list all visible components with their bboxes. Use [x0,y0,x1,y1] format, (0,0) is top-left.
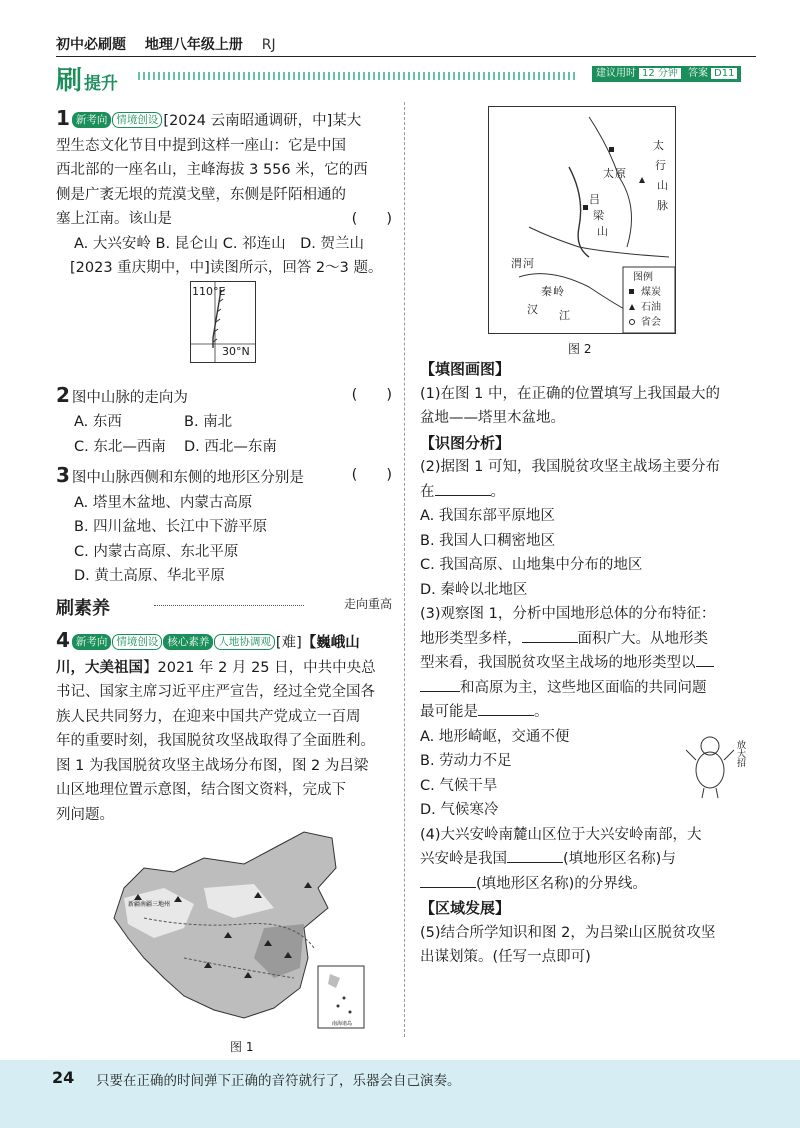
svg-text:新疆南疆三地州: 新疆南疆三地州 [128,901,171,908]
svg-text:煤炭: 煤炭 [641,287,661,298]
answer-ref: 答案 D11 [684,66,741,82]
edition: RJ [261,37,276,53]
figure-1-china-map [104,828,386,1032]
svg-text:太: 太 [653,139,664,152]
dotted-rule [138,72,578,80]
answer-blank[interactable] [435,481,491,496]
svg-text:汉: 汉 [527,303,538,316]
section-title: 刷提升 [56,66,119,96]
section-band [56,60,746,96]
book-series: 初中必刷题 [56,37,126,53]
answer-paren[interactable]: ( ) [351,386,392,403]
answer-blank[interactable] [522,628,578,643]
page-header [56,34,756,57]
svg-text:原: 原 [615,167,626,180]
mascot-illustration [680,720,760,800]
column-divider [404,102,405,1037]
page-number: 24 [52,1068,75,1087]
svg-text:放大招: 放大招 [735,740,745,767]
svg-text:山: 山 [657,179,668,192]
question-4: 4 新考向 情境创设 核心素养 人地协调观 [难]【巍峨山 川，大美祖国】2021 年 2 月 25 日，中共中央总 书记、国家主席习近平庄严宣告，经过全党全国各 族人民共同努力，在迎来中国共产党成立一百周 年的重要时刻，我国脱贫攻坚战取得了全面胜利。 图 1 为我国脱贫攻坚主战场分布图，图 2 为吕梁 山区地理位置示意图，结合图文资料，完成下 列问题。 [56,628,376,823]
figure-1-caption: 图 1 [230,1040,254,1054]
svg-text:吕: 吕 [589,193,600,206]
svg-text:梁: 梁 [593,209,604,222]
svg-text:石油: 石油 [641,302,661,313]
answer-blank[interactable] [478,701,534,716]
svg-text:山: 山 [597,225,608,238]
answer-paren[interactable]: ( ) [351,467,392,483]
literacy-section-header: 刷素养 走向重高 [56,597,392,619]
q1-options[interactable]: A. 大兴安岭 B. 昆仑山 C. 祁连山 D. 贺兰山 [74,235,364,252]
answer-blank[interactable] [420,873,476,888]
lat-label: 30°N [222,345,250,358]
svg-text:省会: 省会 [641,317,661,328]
footer-motto: 只要在正确的时间弹下正确的音符就行了，乐器会自己演奏。 [96,1073,461,1089]
question-3: 3 图中山脉西侧和东侧的地形区分别是 ( ) A. 塔里木盆地、内蒙古高原 B. 四川盆地、长江中下游平原 C. 内蒙古高原、东北平原 D. 黄土高原、华北平原 [56,463,392,584]
svg-text:脉: 脉 [657,199,668,212]
svg-text:南海诸岛: 南海诸岛 [332,1021,353,1027]
figure-2-lvliang-map [488,106,676,334]
svg-text:岭: 岭 [553,285,564,298]
lon-label: 110°E [192,285,226,298]
book-title: 地理八年级上册 [144,37,243,53]
answer-blank[interactable] [420,677,460,692]
suggested-time: 建议用时 12 分钟 [592,66,685,82]
svg-text:渭: 渭 [511,257,522,270]
page-footer [0,1060,800,1128]
question-2: 2 图中山脉的走向为 ( ) A. 东西 B. 南北 C. 东北—西南 D. 西北—东南 [56,382,392,455]
q2-3-intro: [2023 重庆期中，中]读图所示，回答 2～3 题。 [70,260,383,276]
svg-text:江: 江 [559,309,570,322]
svg-text:行: 行 [655,159,666,172]
svg-text:河: 河 [523,257,534,270]
svg-text:图例: 图例 [633,272,653,283]
right-column: 【填图画图】 (1)在图 1 中，在正确的位置填写上我国最大的 盆地——塔里木盆地。 【识图分析】 (2)据图 1 可知，我国脱贫攻坚主战场主要分布 在 。 A. 我国东部平原地区 B. 我国人口稠密地区 C. 我国高原、山地集中分布的地区 D. 秦岭以北地区 (3)观察图 1，分析中国地形总体的分布特征： 地形类型多样， 面积广大。从地形类 型来看，我国脱贫攻坚主战场的地形类型以 和高原为主，这些地区面临的共同问题 最可能是 。 A. 地形崎岖，交通不便 B. 劳动力不足 C. 气候干旱 D. 气候寒冷 (4)大兴安岭南麓山区位于大兴安岭南部，大 兴安岭是我国 (填地形区名称)与 (填地形区名称)的分界线。 【区域发展】 (5)结合所学知识和图 2，为吕梁山区脱贫攻坚 出谋划策。(任写一点即可) [420,360,720,965]
answer-blank[interactable] [507,848,563,863]
question-1: 1 新考向 情境创设 [2024 云南昭通调研，中]某大 型生态文化节目中提到这样一座山：它是中国 西北部的一座名山，主峰海拔 3 556 米，它的西 侧是广袤无垠的荒漠戈壁，东侧是阡陌相通的 塞上江南。该山是 ( ) A. 大兴安岭 B. 昆仑山 C. 祁连山 D. 贺兰山 [2023 重庆期中，中]读图所示，回答 2～3 题。 [56,106,392,276]
answer-paren[interactable]: ( ) [351,211,392,227]
svg-text:太: 太 [603,167,614,180]
left-column [56,106,392,589]
svg-text:秦: 秦 [541,285,552,298]
figure-2-caption: 图 2 [568,342,592,356]
